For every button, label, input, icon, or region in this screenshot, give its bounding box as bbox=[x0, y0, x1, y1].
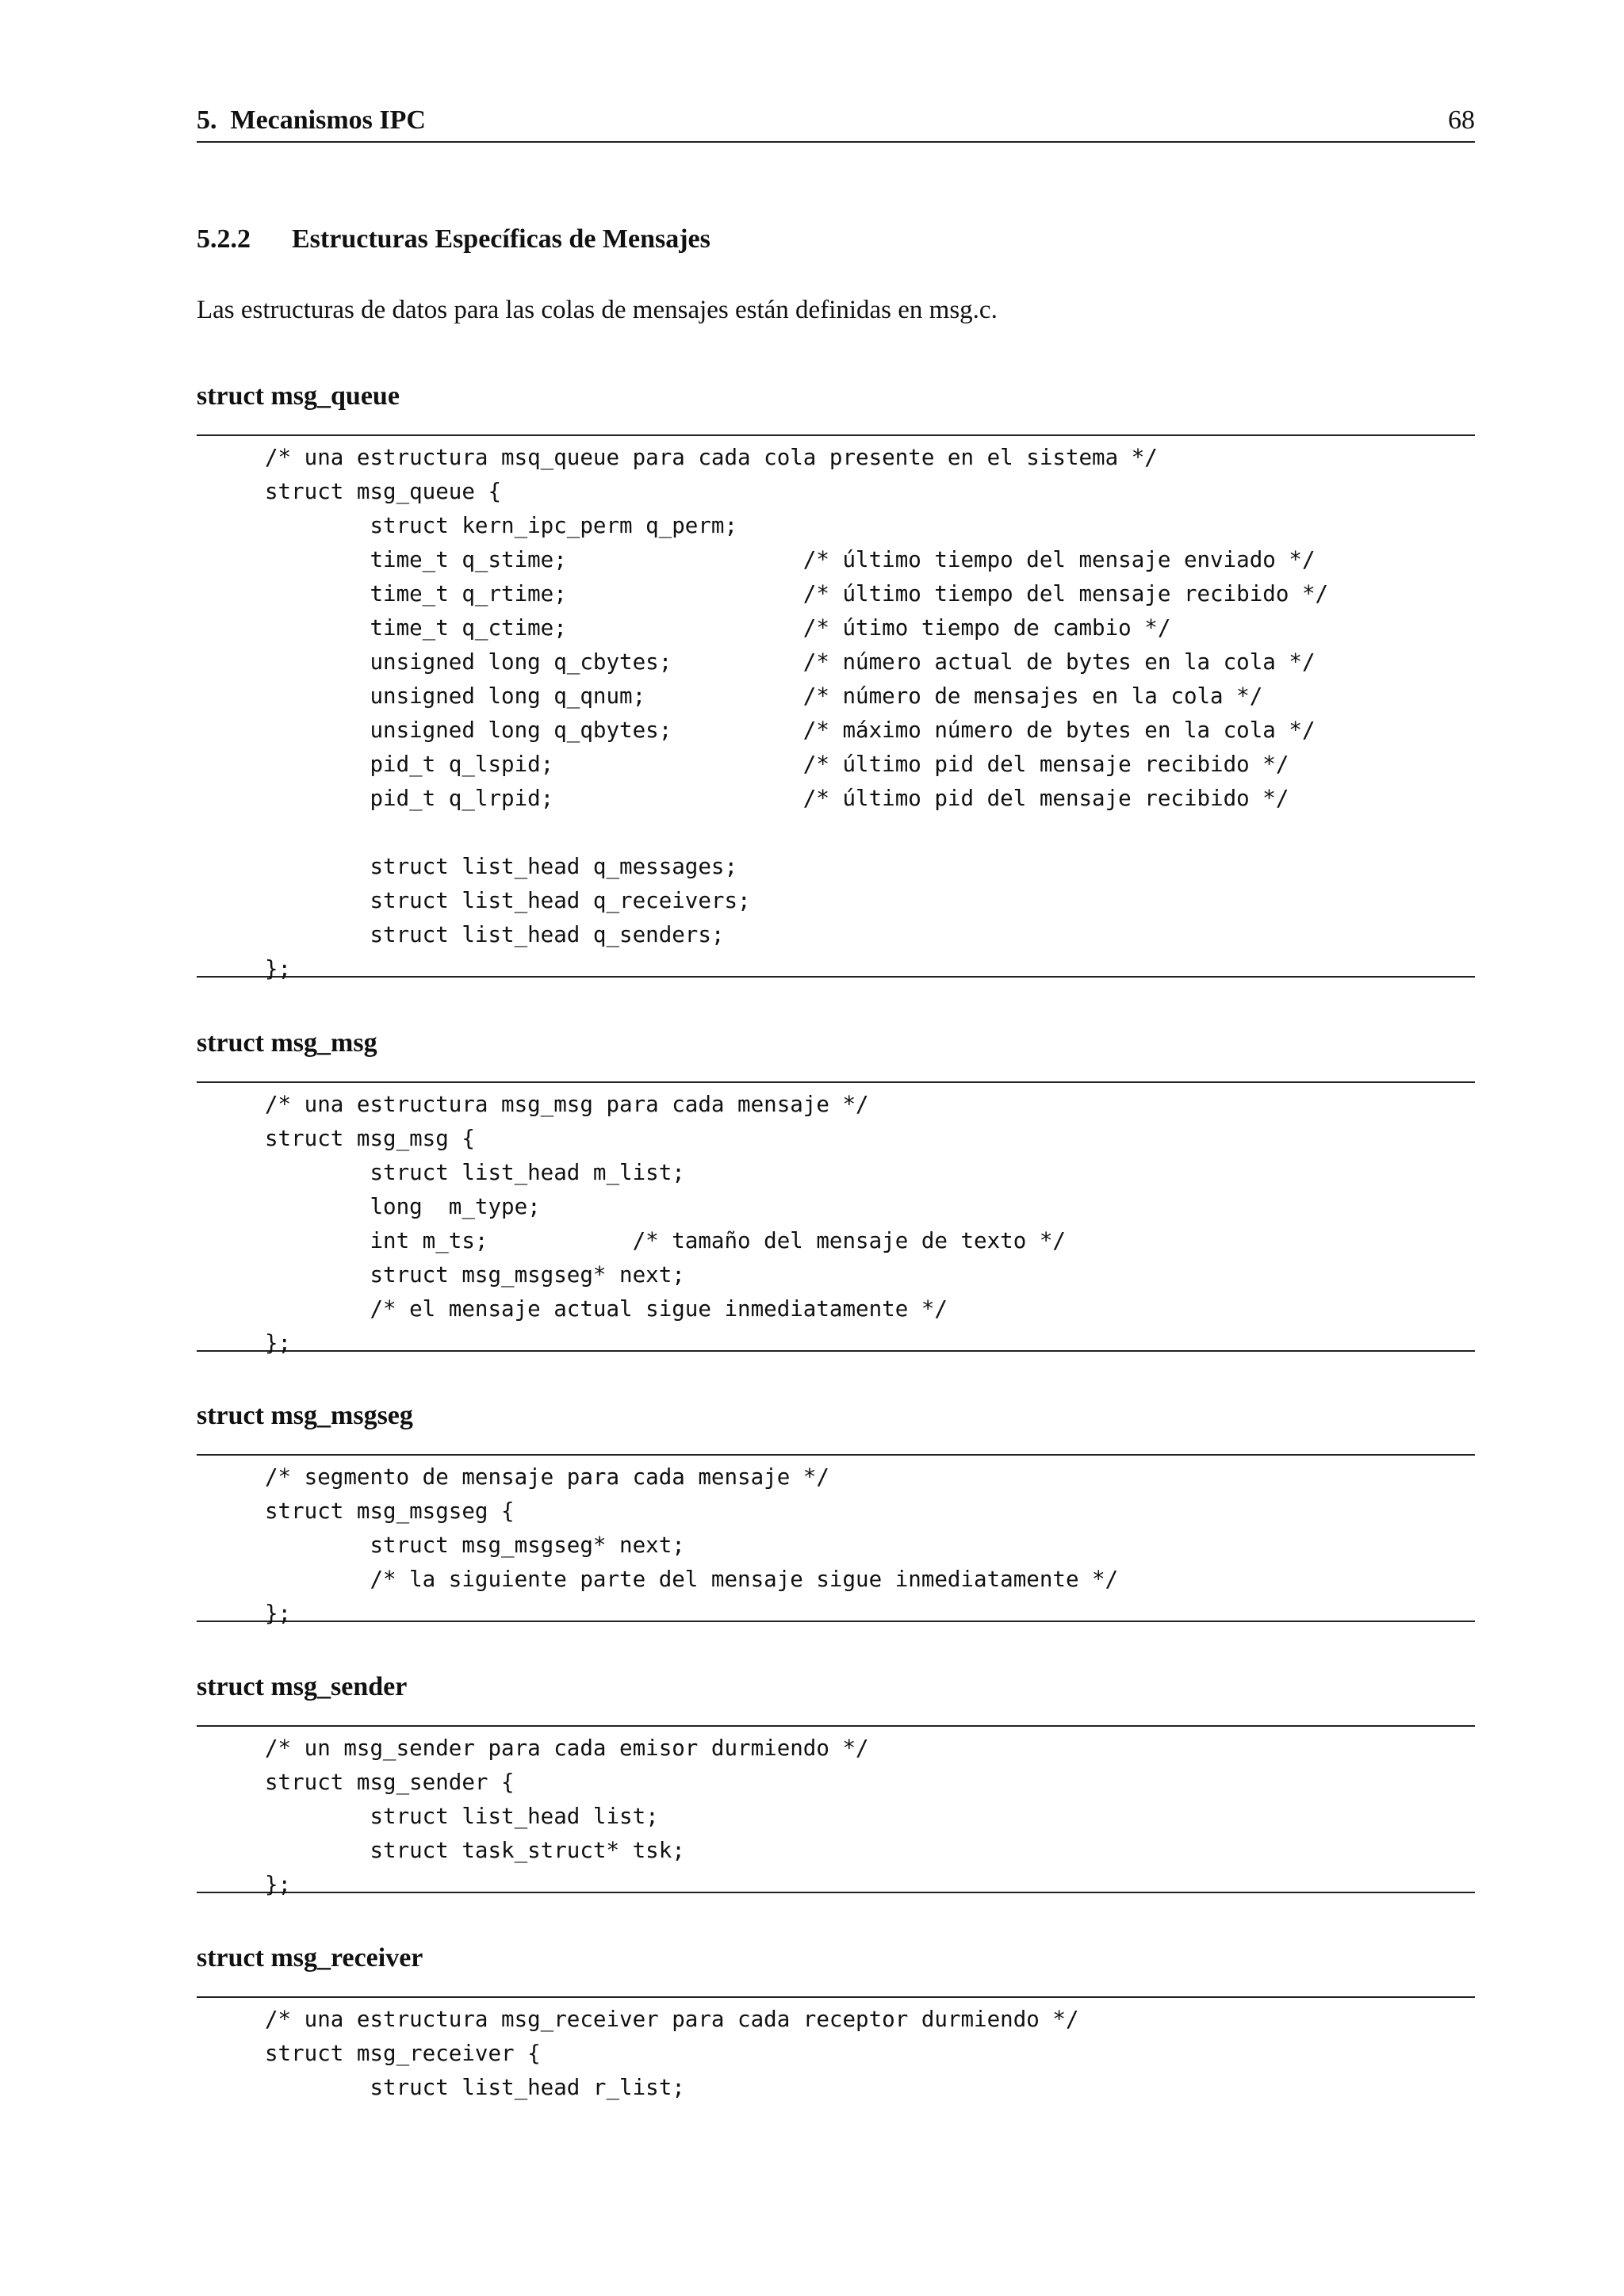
code-line: unsigned long q_qnum; /* número de mensajes en la cola */ bbox=[265, 683, 1263, 709]
struct-heading-msg-msg: struct msg_msg bbox=[197, 1028, 377, 1058]
code-line: unsigned long q_cbytes; /* número actual de bytes en la cola */ bbox=[265, 649, 1316, 675]
code-line: /* el mensaje actual sigue inmediatamente */ bbox=[265, 1296, 948, 1322]
chapter-title: 5. Mecanismos IPC bbox=[197, 105, 426, 135]
code-line: /* una estructura msg_receiver para cada receptor durmiendo */ bbox=[265, 2007, 1079, 2032]
code-line: struct msg_receiver { bbox=[265, 2041, 541, 2066]
code-line: /* la siguiente parte del mensaje sigue inmediatamente */ bbox=[265, 1567, 1119, 1592]
code-listing-msg-msg bbox=[197, 1081, 1475, 1356]
code-line: /* una estructura msq_queue para cada cola presente en el sistema */ bbox=[265, 445, 1158, 470]
code-line: struct msg_msg { bbox=[265, 1126, 475, 1151]
code-line: struct kern_ipc_perm q_perm; bbox=[265, 513, 738, 538]
code-line: /* un msg_sender para cada emisor durmiendo */ bbox=[265, 1735, 869, 1761]
code-line: pid_t q_lrpid; /* último pid del mensaje recibido */ bbox=[265, 786, 1289, 811]
struct-heading-msg-msgseg: struct msg_msgseg bbox=[197, 1401, 413, 1430]
page-header bbox=[197, 105, 1475, 143]
code-line: int m_ts; /* tamaño del mensaje de texto */ bbox=[265, 1228, 1066, 1253]
code-listing-msg-queue bbox=[197, 434, 1475, 982]
struct-heading-msg-queue: struct msg_queue bbox=[197, 381, 400, 411]
code-listing-msg-sender bbox=[197, 1725, 1475, 1897]
code-line: }; bbox=[265, 1601, 292, 1626]
struct-heading-msg-sender: struct msg_sender bbox=[197, 1672, 408, 1701]
code-line: unsigned long q_qbytes; /* máximo número de bytes en la cola */ bbox=[265, 718, 1316, 743]
code-line: }; bbox=[265, 1330, 292, 1356]
code-line: struct list_head q_receivers; bbox=[265, 888, 751, 913]
intro-paragraph: Las estructuras de datos para las colas de mensajes están definidas en msg.c. bbox=[197, 296, 998, 324]
code-line: time_t q_ctime; /* útimo tiempo de cambio */ bbox=[265, 615, 1171, 641]
section-title: Estructuras Específicas de Mensajes bbox=[292, 224, 710, 254]
code-listing-msg-msgseg bbox=[197, 1454, 1475, 1626]
code-line: struct list_head list; bbox=[265, 1804, 659, 1829]
code-line: struct msg_msgseg* next; bbox=[265, 1262, 685, 1288]
code-line: struct msg_msgseg* next; bbox=[265, 1533, 685, 1558]
code-line: time_t q_rtime; /* último tiempo del mensaje recibido */ bbox=[265, 581, 1329, 607]
code-line: long m_type; bbox=[265, 1194, 541, 1219]
code-line: struct msg_sender { bbox=[265, 1770, 515, 1795]
page-number: 68 bbox=[1448, 105, 1475, 135]
section-number: 5.2.2 bbox=[197, 224, 251, 254]
code-line: /* una estructura msg_msg para cada mensaje */ bbox=[265, 1092, 869, 1117]
code-line: struct list_head m_list; bbox=[265, 1160, 685, 1185]
code-line: /* segmento de mensaje para cada mensaje */ bbox=[265, 1464, 829, 1490]
code-line: pid_t q_lspid; /* último pid del mensaje recibido */ bbox=[265, 752, 1289, 777]
code-line: time_t q_stime; /* último tiempo del mensaje enviado */ bbox=[265, 547, 1316, 572]
code-line: struct task_struct* tsk; bbox=[265, 1838, 685, 1863]
code-line: struct msg_msgseg { bbox=[265, 1498, 515, 1524]
code-line: struct list_head q_messages; bbox=[265, 854, 738, 879]
code-line: }; bbox=[265, 1872, 292, 1897]
code-listing-msg-receiver bbox=[197, 1996, 1475, 2123]
code-line: struct list_head q_senders; bbox=[265, 922, 725, 947]
code-line: struct msg_queue { bbox=[265, 479, 502, 504]
struct-heading-msg-receiver: struct msg_receiver bbox=[197, 1943, 423, 1973]
code-line: }; bbox=[265, 956, 292, 982]
section-heading bbox=[197, 222, 710, 257]
code-line: struct list_head r_list; bbox=[265, 2075, 685, 2100]
